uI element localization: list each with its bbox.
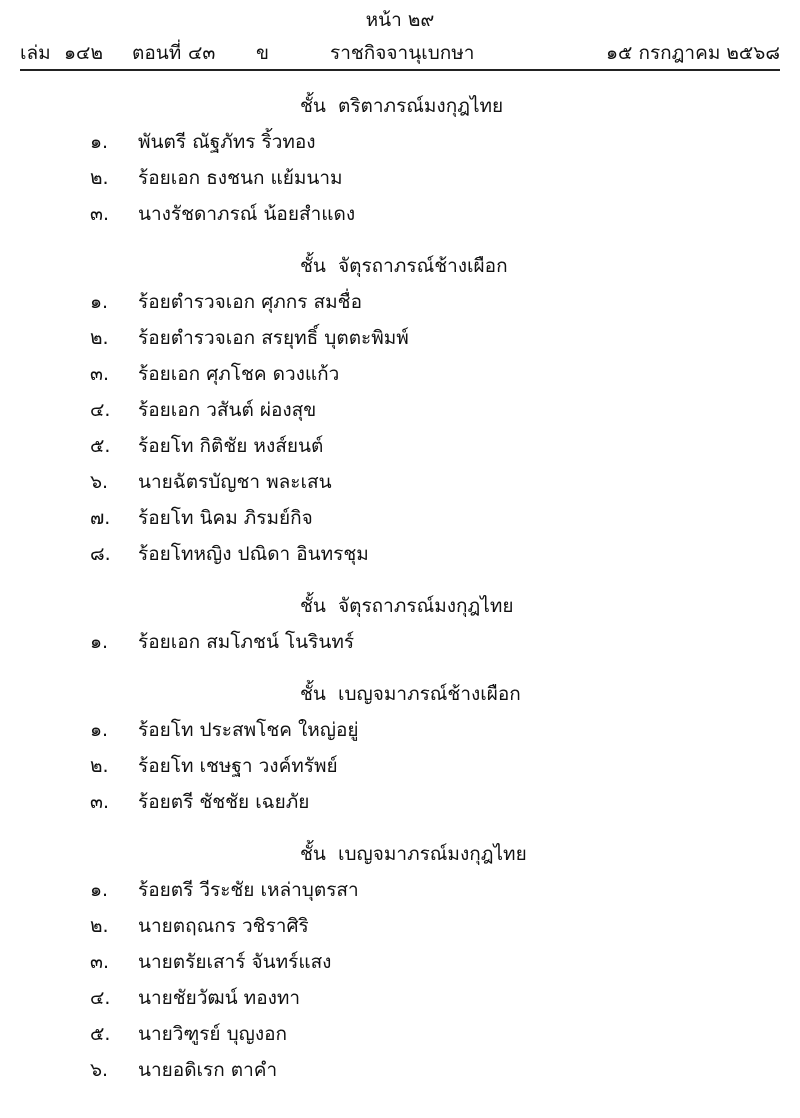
list-item [0,872,800,908]
item-number: ๖. [90,471,109,493]
item-number: ๘. [90,543,111,565]
section-class-1 [0,88,800,232]
recipient-name: นายตรัยเสาร์ จันทร์แสง [138,951,332,973]
recipient-name: ร้อยตำรวจเอก ศุภกร สมชื่อ [138,291,362,313]
recipient-name: นายอดิเรก ตาคำ [138,1059,278,1081]
list-item [0,748,800,784]
publication-date: ๑๕ กรกฎาคม ๒๕๖๘ [605,42,780,64]
recipient-name: ร้อยตำรวจเอก สรยุทธิ์ บุตตะพิมพ์ [138,327,409,349]
item-number: ๒. [90,915,109,937]
item-number: ๓. [90,363,110,385]
volume-number: ๑๔๒ [64,42,103,64]
item-number: ๑. [90,879,109,901]
list-item [0,356,800,392]
item-number: ๑. [90,631,109,653]
list-item [0,712,800,748]
gazette-name: ราชกิจจานุเบกษา [330,42,475,64]
section-heading [0,88,800,124]
item-number: ๗. [90,507,111,529]
recipient-name: นายฉัตรบัญชา พละเสน [138,471,332,493]
recipient-name: นายวิฑูรย์ บุญงอก [138,1023,288,1045]
list-item [0,464,800,500]
section-class-4 [0,676,800,820]
recipient-name: นายชัยวัฒน์ ทองทา [138,987,301,1009]
list-item [0,980,800,1016]
issue-number: ๔๓ [188,42,216,64]
recipient-name: ร้อยเอก ธงชนก แย้มนาม [138,167,343,189]
class-name: จัตุรถาภรณ์ช้างเผือก [338,255,508,277]
class-label: ชั้น [300,683,326,705]
item-number: ๑. [90,719,109,741]
section-letter: ข [256,42,269,64]
recipient-name: นางรัชดาภรณ์ น้อยสำแดง [138,203,356,225]
item-number: ๕. [90,435,111,457]
item-number: ๖. [90,1059,109,1081]
item-number: ๒. [90,327,109,349]
class-label: ชั้น [300,843,326,865]
item-number: ๔. [90,399,111,421]
list-item [0,624,800,660]
recipient-name: ร้อยตรี ชัชชัย เฉยภัย [138,791,310,813]
list-item [0,284,800,320]
list-item [0,1052,800,1088]
recipient-name: ร้อยโท เชษฐา วงค์ทรัพย์ [138,755,338,777]
section-heading [0,676,800,712]
recipient-name: ร้อยเอก ศุภโชค ดวงแก้ว [138,363,340,385]
class-name: เบญจมาภรณ์มงกุฎไทย [338,843,527,865]
item-number: ๒. [90,755,109,777]
issue-label: ตอนที่ [132,42,182,64]
recipient-name: ร้อยโทหญิง ปณิดา อินทรชุม [138,543,369,565]
list-item [0,196,800,232]
list-item [0,320,800,356]
item-number: ๔. [90,987,111,1009]
section-class-2 [0,248,800,572]
item-number: ๓. [90,791,110,813]
list-item [0,944,800,980]
item-number: ๑. [90,291,109,313]
class-label: ชั้น [300,595,326,617]
item-number: ๓. [90,203,110,225]
page-number: หน้า ๒๙ [365,9,435,31]
recipient-name: ร้อยเอก วสันต์ ผ่องสุข [138,399,317,421]
section-heading [0,836,800,872]
recipient-name: ร้อยโท ประสพโชค ใหญ่อยู่ [138,719,359,741]
recipient-name: นายตฤณกร วชิราศิริ [138,915,309,937]
list-item [0,536,800,572]
class-name: จัตุรถาภรณ์มงกุฎไทย [338,595,514,617]
list-item [0,1016,800,1052]
item-number: ๓. [90,951,110,973]
list-item [0,428,800,464]
class-name: ตริตาภรณ์มงกุฎไทย [338,95,504,117]
recipient-name: ร้อยโท กิติชัย หงส์ยนต์ [138,435,324,457]
recipient-name: ร้อยโท นิคม ภิรมย์กิจ [138,507,313,529]
section-class-5 [0,836,800,1088]
section-heading [0,248,800,284]
class-label: ชั้น [300,95,326,117]
item-number: ๑. [90,131,109,153]
class-name: เบญจมาภรณ์ช้างเผือก [338,683,521,705]
list-item [0,392,800,428]
item-number: ๒. [90,167,109,189]
recipient-name: ร้อยเอก สมโภชน์ โนรินทร์ [138,631,355,653]
class-label: ชั้น [300,255,326,277]
list-item [0,124,800,160]
recipient-name: ร้อยตรี วีระชัย เหล่าบุตรสา [138,879,359,901]
list-item [0,500,800,536]
item-number: ๕. [90,1023,111,1045]
header-divider [20,69,780,71]
list-item [0,784,800,820]
volume-label: เล่ม [20,42,51,64]
list-item [0,160,800,196]
section-heading [0,588,800,624]
decoration-list [0,88,800,1104]
section-class-3 [0,588,800,660]
list-item [0,908,800,944]
gazette-header [20,39,780,67]
recipient-name: พันตรี ณัฐภัทร ริ้วทอง [138,131,316,153]
